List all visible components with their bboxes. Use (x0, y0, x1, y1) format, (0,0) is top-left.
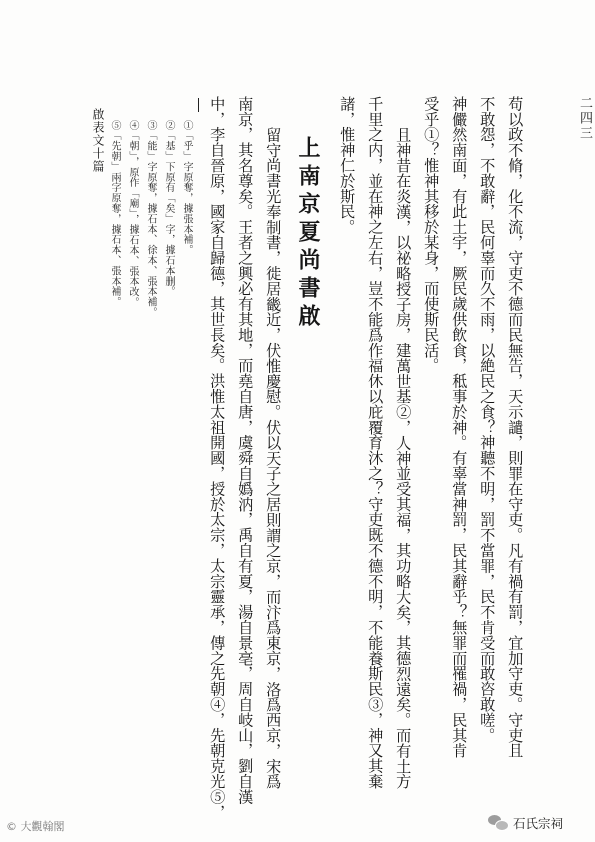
main-text-column: 苟以政不脩，化不流，守吏不德而民無告，天示譴，則罪在守吏。凡有禍有罰，宜加守吏。守吏且 (506, 96, 525, 759)
main-text-column: 不敢怨，不敢辭，民何辜而久不雨，以絶民之食？神聽不明，罰不當罪，民不肯受而敢咨敢嗟。 (478, 96, 497, 743)
page-number: 二四三 (577, 96, 592, 141)
footnote-text: 「能」字原奪，據石本、徐本、張本補。 (145, 130, 156, 318)
section-text-column: 留守尚書光奉制書，徙居畿近，伏惟慶慰。伏以天子之居則謂之京，而汴爲東京，洛爲西京，宋爲 (264, 127, 283, 790)
watermark-left: © 大觀翰閣 (6, 820, 65, 833)
wechat-icon (488, 815, 508, 831)
main-text-column: 且神昔在炎漢，以祕略授子房，建萬世基②，人神並受其福，其功略大矣，其德烈遠矣。而有土方 (394, 127, 413, 790)
section-title: 上南京夏尚書啟 (295, 136, 321, 332)
footnote (163, 120, 173, 297)
footnote (145, 120, 155, 318)
footnote (181, 120, 191, 255)
main-text-column: 神儼然南面，有此土宇，厥民歲供飲食，秪事於神。有辜當神罰，民其辭乎？無罪而罹禍，民其肯 (450, 96, 469, 759)
footnote-number: ④ (127, 120, 138, 131)
main-text-column: 受乎①？惟神其移於某身，而使斯民活。 (422, 96, 441, 374)
watermark-right-text: 石氏宗祠 (513, 816, 564, 831)
footnote-number: ① (181, 120, 192, 131)
footnote (127, 120, 137, 308)
watermark-right (488, 814, 563, 832)
section-text-column: 中，李自晉原，國家自歸德，其世長矣。洪惟太祖開國，授於太宗，太宗靈承，傳之先朝④，先朝克光⑤， (208, 96, 227, 820)
footnote-text: 「朝」，原作「廟」，據石本、張本改。 (127, 130, 138, 308)
main-text-column: 諸，惟神仁於斯民。 (338, 96, 357, 235)
footnote-number: ⑤ (109, 120, 120, 131)
main-text-column: 千里之内，並在神之左右，豈不能爲作福休以庇覆育沐之？守吏既不德不明，不能養斯民③，神又其棄 (366, 96, 385, 789)
text-note-divider (198, 98, 199, 112)
running-title: 啟表文十篇 (91, 108, 105, 173)
footnote-number: ③ (145, 120, 156, 131)
footnote-text: 「先朝」兩字原奪，據石本、張本補。 (109, 130, 120, 308)
section-text-column: 南京，其名尊矣。王者之興必有其地，而堯自唐，虞舜自嬀汭，禹自有夏，湯自景亳，周自岐山，劉自漢 (236, 96, 255, 805)
footnote-text: 「基」下原有「矣」字，據石本删。 (163, 130, 174, 297)
footnote-number: ② (163, 120, 174, 131)
footnote-text: 「乎」字原奪，據張本補。 (181, 130, 192, 256)
footnote (109, 120, 119, 307)
